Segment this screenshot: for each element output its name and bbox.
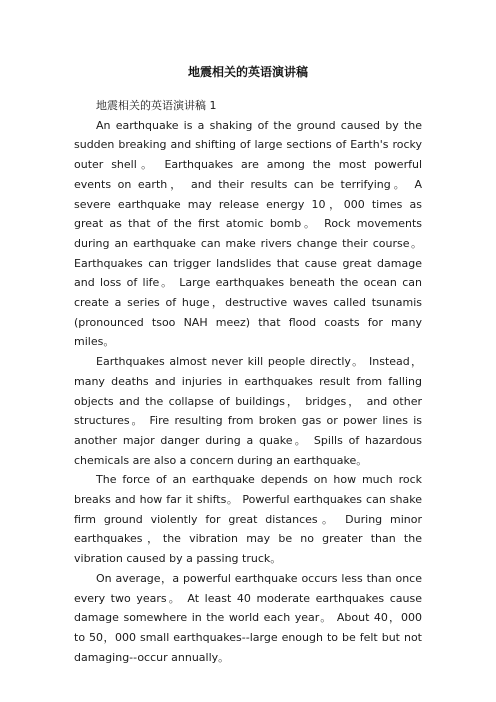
document-body [74, 96, 422, 667]
paragraph-1: An earthquake is a shaking of the ground caused by the sudden breaking and shifting of large sections of Earth's rocky outer shell。 Earthquakes are among the most powerful events on earth， and their results can be terrifying。 A severe earthquake may release energy 10，000 times as great as that of the first atomic bomb。 Rock movements during an earthquake can make rivers change their course。 Earthquakes can trigger landslides that cause great damage and loss of life。 Large earthquakes beneath the ocean can create a series of huge，destructive waves called tsunamis (pronounced tsoo NAH meez) that flood coasts for many miles。 [74, 118, 422, 349]
paragraph-3: The force of an earthquake depends on how much rock breaks and how far it shifts。 Powerful earthquakes can shake firm ground violently for great distances。 During minor earthquakes，the vibration may be no greater than the vibration caused by a passing truck。 [74, 473, 422, 566]
paragraph-2: Earthquakes almost never kill people directly。 Instead，many deaths and injuries in earthquakes result from falling objects and the collapse of buildings， bridges， and other structures。 Fire resulting from broken gas or power lines is another major danger during a quake。 Spills of hazardous chemicals are also a concern during an earthquake。 [74, 355, 422, 467]
document-title: 地震相关的英语演讲稿 [187, 65, 308, 79]
paragraph-4: On average，a powerful earthquake occurs less than once every two years。 At least 40 moderate earthquakes cause damage somewhere in the world each year。 About 40，000 to 50，000 small earthquakes--large enough to be felt but not damaging--occur annually。 [74, 571, 422, 664]
document-subtitle: 地震相关的英语演讲稿 1 [96, 99, 217, 112]
